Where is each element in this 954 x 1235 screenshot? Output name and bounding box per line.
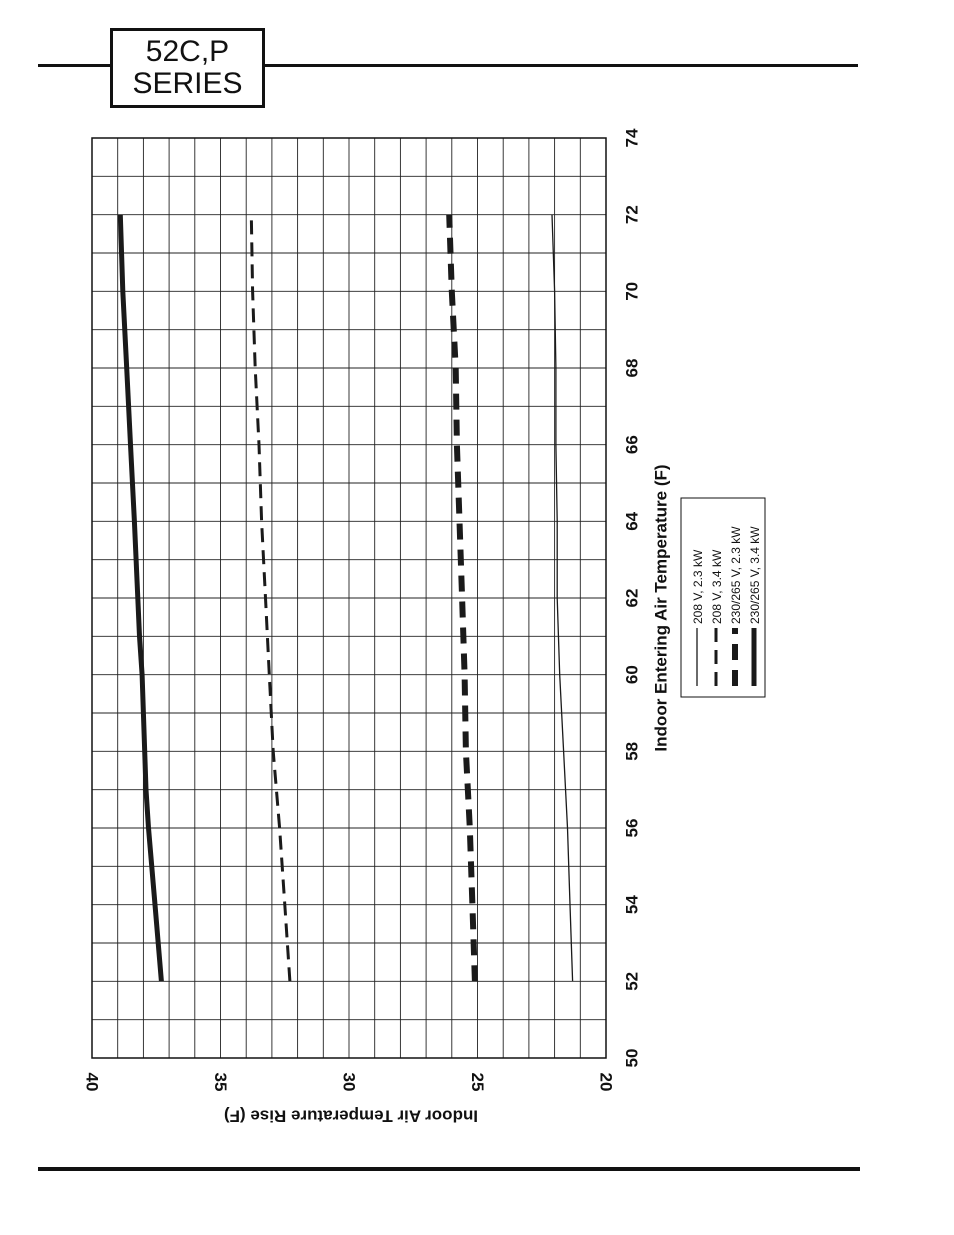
series-title-line1: 52C,P: [145, 35, 230, 68]
x-tick-label: 64: [622, 511, 642, 531]
legend-label: 208 V, 2.3 kW: [691, 549, 705, 624]
legend-label: 230/265 V, 3.4 kW: [748, 526, 762, 624]
x-tick-label: 54: [622, 895, 642, 915]
bottom-rule: [38, 1167, 860, 1171]
y-tick-label: 30: [339, 1072, 359, 1092]
legend: [681, 498, 765, 697]
legend-label: 208 V, 3.4 kW: [710, 549, 724, 624]
x-tick-label: 50: [622, 1048, 642, 1068]
x-tick-label: 74: [622, 128, 642, 148]
x-axis-title: Indoor Entering Air Temperature (F): [651, 464, 671, 752]
x-tick-label: 58: [622, 741, 642, 761]
chart-grid: [92, 138, 606, 1058]
x-tick-label: 60: [622, 665, 642, 685]
x-tick-label: 70: [622, 281, 642, 301]
series-title-line2: SERIES: [132, 67, 243, 100]
y-tick-label: 20: [596, 1072, 616, 1092]
y-tick-label: 40: [82, 1072, 102, 1092]
y-axis-title: Indoor Air Temperature Rise (F): [223, 1106, 479, 1126]
y-tick-label: 25: [468, 1072, 487, 1092]
legend-label: 230/265 V, 2.3 kW: [729, 526, 743, 624]
x-tick-label: 62: [622, 588, 642, 608]
x-tick-label: 66: [622, 435, 642, 455]
x-tick-label: 72: [622, 205, 642, 225]
y-tick-label: 35: [211, 1072, 230, 1092]
x-tick-label: 56: [622, 818, 642, 838]
x-tick-label: 52: [622, 971, 642, 991]
x-tick-label: 68: [622, 358, 642, 378]
